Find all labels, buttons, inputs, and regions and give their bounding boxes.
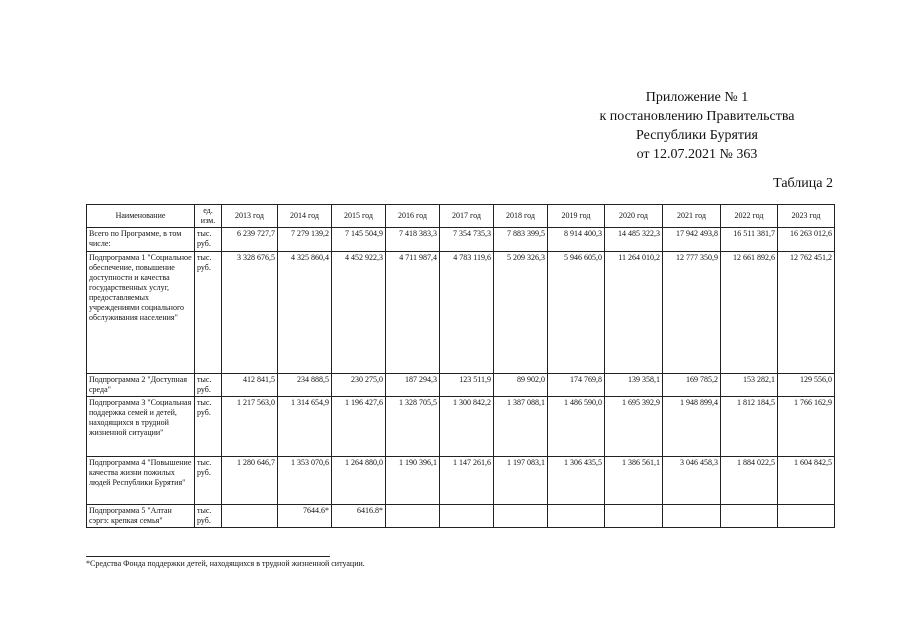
table-cell: 11 264 010,2	[605, 252, 663, 374]
column-header: 2022 год	[721, 205, 778, 228]
document-header	[577, 88, 817, 164]
table-cell: 17 942 493,8	[663, 228, 721, 252]
header-resolution: к постановлению Правительства	[599, 109, 795, 124]
table-row	[87, 252, 835, 374]
table-cell: 1 486 590,0	[548, 397, 605, 457]
table-cell: 1 196 427,6	[332, 397, 386, 457]
table-cell: 1 147 261,6	[440, 457, 494, 505]
table-cell: 187 294,3	[386, 374, 440, 397]
table-cell: 1 884 022,5	[721, 457, 778, 505]
header-appendix: Приложение № 1	[645, 90, 749, 105]
table-cell: 3 328 676,5	[222, 252, 278, 374]
table-cell: 123 511,9	[440, 374, 494, 397]
column-header: 2016 год	[386, 205, 440, 228]
table-cell: 1 604 842,5	[778, 457, 835, 505]
table-row	[87, 457, 835, 505]
table-cell: 1 190 396,1	[386, 457, 440, 505]
table-cell: 174 769,8	[548, 374, 605, 397]
table-cell: 7 279 139,2	[278, 228, 332, 252]
row-name: Подпрограмма 3 "Социальная поддержка семей и детей, находящихся в трудной жизненной ситуации"	[87, 397, 195, 457]
table-cell: 4 783 119,6	[440, 252, 494, 374]
column-header: 2018 год	[494, 205, 548, 228]
row-name: Подпрограмма 1 "Социальное обеспечение, повышение доступности и качества государственных услуг, предоставляемых учреждениями социального обслуживания населения"	[87, 252, 195, 374]
table-row	[87, 505, 835, 528]
funding-table	[86, 204, 835, 528]
table-cell: 5 209 326,3	[494, 252, 548, 374]
table-cell: 6 239 727,7	[222, 228, 278, 252]
table-cell: 6416.8*	[332, 505, 386, 528]
table-cell: 234 888,5	[278, 374, 332, 397]
table-cell: 14 485 322,3	[605, 228, 663, 252]
column-header: 2023 год	[778, 205, 835, 228]
table-cell	[778, 505, 835, 528]
row-name: Подпрограмма 2 "Доступная среда"	[87, 374, 195, 397]
row-unit: тыс. руб.	[195, 505, 222, 528]
table-caption: Таблица 2	[773, 176, 833, 191]
table-cell: 1 812 184,5	[721, 397, 778, 457]
table-cell: 1 386 561,1	[605, 457, 663, 505]
column-header: 2015 год	[332, 205, 386, 228]
table-cell: 8 914 400,3	[548, 228, 605, 252]
row-name: Подпрограмма 5 "Алтан сэргэ: крепкая семья"	[87, 505, 195, 528]
table-cell: 16 511 381,7	[721, 228, 778, 252]
table-cell: 1 387 088,1	[494, 397, 548, 457]
table-cell	[605, 505, 663, 528]
table-cell: 7 354 735,3	[440, 228, 494, 252]
header-date: от 12.07.2021 № 363	[636, 147, 758, 162]
table-cell: 1 314 654,9	[278, 397, 332, 457]
table-cell: 7 883 399,5	[494, 228, 548, 252]
table-cell: 153 282,1	[721, 374, 778, 397]
column-header: Наименование	[87, 205, 195, 228]
table-cell: 89 902,0	[494, 374, 548, 397]
column-header: 2021 год	[663, 205, 721, 228]
row-unit: тыс. руб.	[195, 252, 222, 374]
row-unit: тыс. руб.	[195, 397, 222, 457]
table-cell: 12 762 451,2	[778, 252, 835, 374]
column-header: 2020 год	[605, 205, 663, 228]
table-cell: 4 711 987,4	[386, 252, 440, 374]
table-cell: 1 948 899,4	[663, 397, 721, 457]
table-cell: 7644.6*	[278, 505, 332, 528]
table-cell: 1 264 880,0	[332, 457, 386, 505]
table-cell: 1 300 842,2	[440, 397, 494, 457]
table-cell: 3 046 458,3	[663, 457, 721, 505]
table-cell: 1 217 563,0	[222, 397, 278, 457]
table-cell	[440, 505, 494, 528]
table-cell: 1 353 070,6	[278, 457, 332, 505]
table-cell: 7 418 383,3	[386, 228, 440, 252]
table-cell: 4 452 922,3	[332, 252, 386, 374]
table-row	[87, 374, 835, 397]
table-cell: 1 766 162,9	[778, 397, 835, 457]
table-cell: 1 280 646,7	[222, 457, 278, 505]
row-unit: тыс. руб.	[195, 228, 222, 252]
table-cell: 129 556,0	[778, 374, 835, 397]
table-cell	[663, 505, 721, 528]
table-cell: 1 328 705,5	[386, 397, 440, 457]
table-cell: 169 785,2	[663, 374, 721, 397]
table-row	[87, 228, 835, 252]
table-cell: 1 197 083,1	[494, 457, 548, 505]
table-cell: 12 777 350,9	[663, 252, 721, 374]
table-cell: 4 325 860,4	[278, 252, 332, 374]
row-name: Всего по Программе, в том числе:	[87, 228, 195, 252]
column-header: 2014 год	[278, 205, 332, 228]
header-republic: Республики Бурятия	[636, 128, 758, 143]
table-cell	[386, 505, 440, 528]
row-unit: тыс. руб.	[195, 374, 222, 397]
footnote-divider	[86, 556, 330, 557]
footnote: *Средства Фонда поддержки детей, находящихся в трудной жизненной ситуации.	[86, 559, 365, 568]
table-cell: 1 306 435,5	[548, 457, 605, 505]
table-cell: 16 263 012,6	[778, 228, 835, 252]
table-cell: 7 145 504,9	[332, 228, 386, 252]
table-row	[87, 397, 835, 457]
table-cell: 230 275,0	[332, 374, 386, 397]
table-cell	[494, 505, 548, 528]
column-header: 2019 год	[548, 205, 605, 228]
table-cell	[721, 505, 778, 528]
column-header: 2017 год	[440, 205, 494, 228]
table-cell: 1 695 392,9	[605, 397, 663, 457]
table-cell	[548, 505, 605, 528]
column-header: ед. изм.	[195, 205, 222, 228]
row-name: Подпрограмма 4 "Повышение качества жизни пожилых людей Республики Бурятия"	[87, 457, 195, 505]
table-cell: 5 946 605,0	[548, 252, 605, 374]
row-unit: тыс. руб.	[195, 457, 222, 505]
table-cell: 412 841,5	[222, 374, 278, 397]
table-cell: 139 358,1	[605, 374, 663, 397]
column-header: 2013 год	[222, 205, 278, 228]
table-header-row	[87, 205, 835, 228]
table-cell: 12 661 892,6	[721, 252, 778, 374]
table-cell	[222, 505, 278, 528]
